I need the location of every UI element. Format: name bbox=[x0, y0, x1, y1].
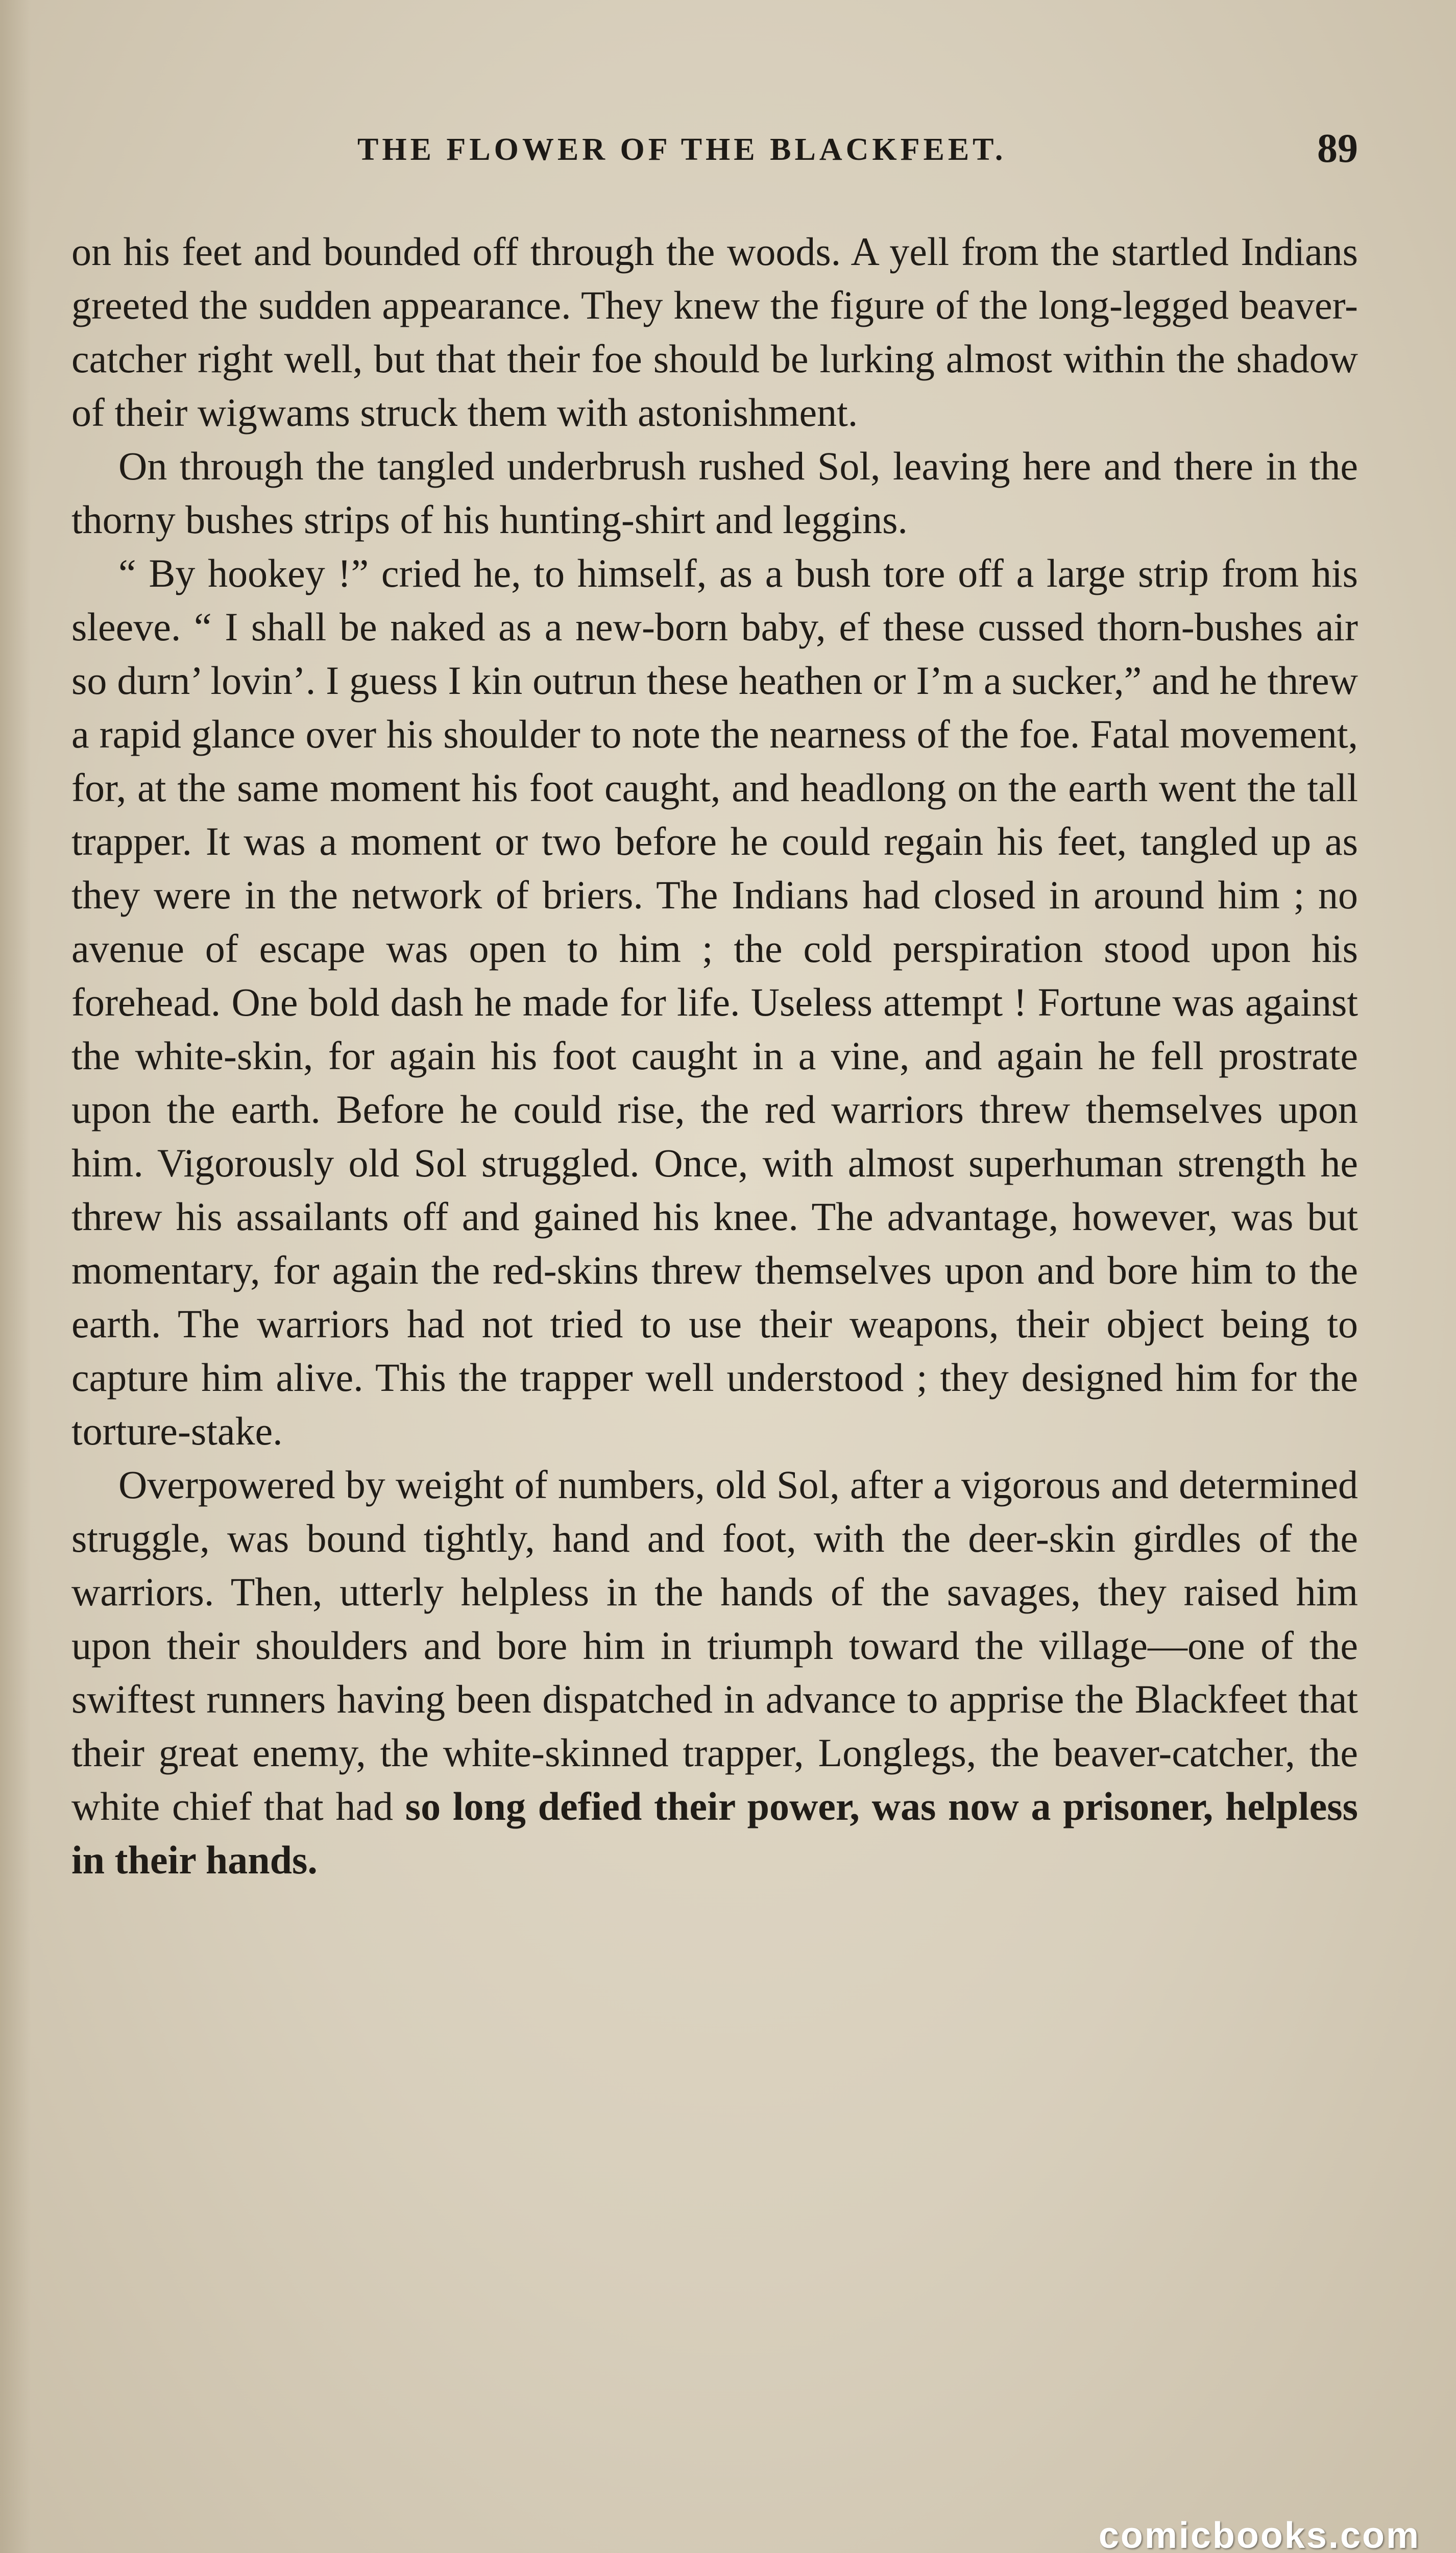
paragraph-4-ending: so long defied their power, was now a prisoner, helpless in their hands. bbox=[71, 1784, 1358, 1882]
running-title: THE FLOWER OF THE BLACKFEET. bbox=[357, 132, 1007, 167]
paragraph-4 bbox=[71, 1458, 1358, 1887]
page-number: 89 bbox=[1317, 126, 1358, 171]
paragraph-4-text: Overpowered by weight of numbers, old Sol, after a vigorous and determined struggle, was bound tightly, hand and foot, with the deer-skin girdles of the warriors. Then, utterly helpless in the hands of the savages, they raised him upon their shoulders and bore him in triumph toward the village—one of the swiftest runners having been dispatched in advance to apprise the Blackfeet that their great enemy, the white-skinned trapper, Longlegs, the beaver-catcher, the white chief that had bbox=[71, 1462, 1358, 1828]
page-edge-shadow bbox=[0, 0, 31, 2553]
page-header bbox=[71, 122, 1358, 183]
paragraph-2: On through the tangled underbrush rushed Sol, leaving here and there in the thorny bushes strips of his hunting-shirt and leggins. bbox=[71, 444, 1358, 542]
watermark: comicbooks.com bbox=[1098, 2515, 1420, 2553]
body-text bbox=[71, 225, 1358, 1887]
paragraph-1: on his feet and bounded off through the woods. A yell from the startled Indians greeted the sudden appearance. They knew the figure of the long-legged beaver-catcher right well, but that their foe should be lurking almost within the shadow of their wigwams struck them with astonishment. bbox=[71, 229, 1358, 435]
paragraph-3: “ By hookey !” cried he, to himself, as a bush tore off a large strip from his sleeve. “ I shall be naked as a new-born baby, ef these cussed thorn-bushes air so durn’ lovin’. I guess I kin outrun these heathen or I’m a sucker,” and he threw a rapid glance over his shoulder to note the nearness of the foe. Fatal movement, for, at the same moment his foot caught, and headlong on the earth went the tall trapper. It was a moment or two before he could regain his feet, tangled up as they were in the network of briers. The Indians had closed in around him ; no avenue of escape was open to him ; the cold perspiration stood upon his forehead. One bold dash he made for life. Useless attempt ! Fortune was against the white-skin, for again his foot caught in a vine, and again he fell prostrate upon the earth. Before he could rise, the red warriors threw themselves upon him. Vigorously old Sol struggled. Once, with almost superhuman strength he threw his assailants off and gained his knee. The advantage, however, was but momentary, for again the red-skins threw themselves upon and bore him to the earth. The warriors had not tried to use their weapons, their object being to capture him alive. This the trapper well understood ; they designed him for the torture-stake. bbox=[71, 551, 1358, 1453]
